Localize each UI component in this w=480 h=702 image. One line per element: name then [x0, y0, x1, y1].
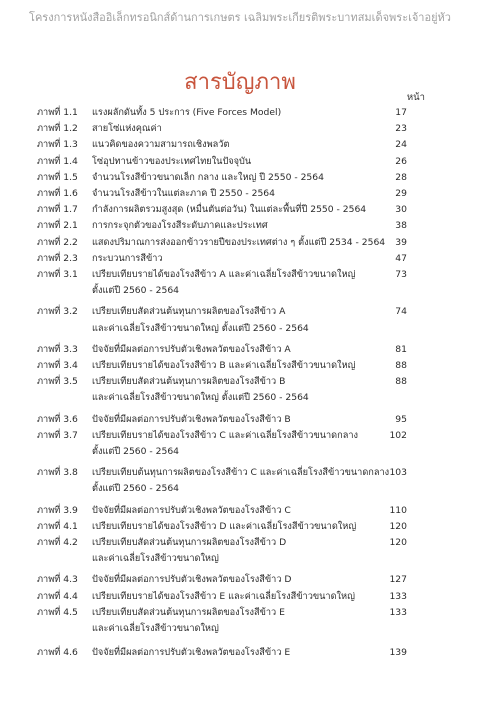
- figure-entry: [0, 105, 480, 121]
- figure-entry: [0, 465, 480, 497]
- page-number: 102: [389, 429, 407, 441]
- running-header: โครงการหนังสืออิเล็กทรอนิกส์ด้านการเกษตร เฉลิมพระเกียรติพระบาทสมเด็จพระเจ้าอยู่หัว: [29, 11, 451, 24]
- figure-caption: [92, 503, 382, 519]
- figure-entry: [0, 137, 480, 153]
- figure-caption: [92, 342, 382, 358]
- figure-caption: [92, 251, 382, 267]
- figure-caption: [92, 170, 382, 186]
- figure-entry: [0, 342, 480, 358]
- caption-line: โซ่อุปทานข้าวของประเทศไทยในปัจจุบัน: [92, 155, 252, 167]
- caption-line: ปัจจัยที่มีผลต่อการปรับตัวเชิงพลวัตของโรงสีข้าว B: [92, 413, 291, 425]
- figure-caption: [92, 572, 382, 588]
- page-number: 133: [389, 606, 407, 618]
- figure-caption: [92, 358, 382, 374]
- caption-line: กำลังการผลิตรวมสูงสุด (หมื่นตันต่อวัน) ในแต่ละพื้นที่ปี 2550 - 2564: [92, 204, 367, 216]
- page-number: 28: [395, 171, 407, 183]
- caption-line: แสดงปริมาณการส่งออกข้าวรายปีของประเทศต่าง ๆ ตั้งแต่ปี 2534 - 2564: [92, 236, 386, 248]
- figure-entry: [0, 535, 480, 567]
- caption-line: ปัจจัยที่มีผลต่อการปรับตัวเชิงพลวัตของโรงสีข้าว D: [92, 574, 292, 586]
- caption-line: แรงผลักดันทั้ง 5 ประการ (Five Forces Model): [92, 107, 282, 118]
- caption-line: เปรียบเทียบสัดส่วนต้นทุนการผลิตของโรงสีข้าว B: [92, 376, 286, 388]
- figure-entry: [0, 186, 480, 202]
- figure-number: ภาพที่ 1.7: [37, 204, 78, 216]
- caption-line: เปรียบเทียบรายได้ของโรงสีข้าว B และค่าเฉลี่ยโรงสีข้าวขนาดใหญ่: [92, 360, 356, 372]
- figure-number: ภาพที่ 3.8: [37, 467, 78, 479]
- figure-caption: [92, 519, 382, 535]
- figure-caption: [92, 374, 382, 406]
- caption-line: เปรียบเทียบรายได้ของโรงสีข้าว D และค่าเฉลี่ยโรงสีข้าวขนาดใหญ่: [92, 520, 357, 532]
- figure-number: ภาพที่ 3.1: [37, 269, 78, 281]
- figure-number: ภาพที่ 4.6: [37, 647, 78, 659]
- caption-line: และค่าเฉลี่ยโรงสีข้าวขนาดใหญ่: [92, 553, 219, 565]
- figure-number: ภาพที่ 4.4: [37, 590, 78, 602]
- figure-caption: [92, 535, 382, 567]
- figure-caption: [92, 589, 382, 605]
- figure-number: ภาพที่ 3.4: [37, 360, 78, 372]
- figure-number: ภาพที่ 1.4: [37, 155, 78, 167]
- figure-caption: [92, 304, 382, 336]
- caption-line: เปรียบเทียบรายได้ของโรงสีข้าว C และค่าเฉลี่ยโรงสีข้าวขนาดกลาง: [92, 429, 358, 441]
- figure-caption: [92, 412, 382, 428]
- caption-line: เปรียบเทียบสัดส่วนต้นทุนการผลิตของโรงสีข้าว E: [92, 606, 285, 618]
- figure-entry: [0, 218, 480, 234]
- caption-line: เปรียบเทียบต้นทุนการผลิตของโรงสีข้าว C และค่าเฉลี่ยโรงสีข้าวขนาดกลาง: [92, 467, 390, 479]
- figure-entry: [0, 374, 480, 406]
- page-number: 29: [395, 188, 407, 200]
- figure-number: ภาพที่ 3.9: [37, 504, 78, 516]
- page-number: 139: [389, 647, 407, 659]
- figure-number: ภาพที่ 4.3: [37, 574, 78, 586]
- page-number: 47: [395, 252, 407, 264]
- caption-line: เปรียบเทียบรายได้ของโรงสีข้าว E และค่าเฉลี่ยโรงสีข้าวขนาดใหญ่: [92, 590, 355, 602]
- caption-line: แนวคิดของความสามารถเชิงพลวัต: [92, 139, 230, 151]
- caption-line: ตั้งแต่ปี 2560 - 2564: [92, 446, 180, 458]
- figure-number: ภาพที่ 4.1: [37, 520, 78, 532]
- figure-entry: [0, 605, 480, 637]
- figure-number: ภาพที่ 1.5: [37, 171, 78, 183]
- figure-caption: [92, 186, 382, 202]
- figure-entry: [0, 154, 480, 170]
- figure-entry: [0, 121, 480, 137]
- page-number: 88: [395, 360, 407, 372]
- figure-number: ภาพที่ 3.2: [37, 306, 78, 318]
- page-number: 23: [395, 123, 407, 135]
- page-number: 103: [389, 467, 407, 479]
- page-number: 24: [395, 139, 407, 151]
- figure-number: ภาพที่ 3.7: [37, 429, 78, 441]
- figure-entry: [0, 572, 480, 588]
- page-number: 38: [395, 220, 407, 232]
- figure-number: ภาพที่ 1.3: [37, 139, 78, 151]
- caption-line: การกระจุกตัวของโรงสีระดับภาคและประเทศ: [92, 220, 268, 232]
- page-column-header: หน้า: [406, 92, 425, 103]
- caption-line: จำนวนโรงสีข้าวขนาดเล็ก กลาง และใหญ่ ปี 2550 - 2564: [92, 171, 324, 183]
- figure-caption: [92, 267, 382, 299]
- figure-entry: [0, 358, 480, 374]
- caption-line: เปรียบเทียบสัดส่วนต้นทุนการผลิตของโรงสีข้าว D: [92, 537, 287, 549]
- caption-line: และค่าเฉลี่ยโรงสีข้าวขนาดใหญ่ ตั้งแต่ปี 2560 - 2564: [92, 392, 309, 404]
- figure-entry: [0, 251, 480, 267]
- page-number: 120: [389, 520, 407, 532]
- figure-entry: [0, 202, 480, 218]
- page-number: 120: [389, 537, 407, 549]
- caption-line: และค่าเฉลี่ยโรงสีข้าวขนาดใหญ่: [92, 623, 219, 635]
- figure-entry: [0, 519, 480, 535]
- figure-caption: [92, 645, 382, 661]
- figure-caption: [92, 465, 390, 497]
- figure-number: ภาพที่ 2.3: [37, 252, 78, 264]
- page-number: 39: [395, 236, 407, 248]
- caption-line: และค่าเฉลี่ยโรงสีข้าวขนาดใหญ่ ตั้งแต่ปี 2560 - 2564: [92, 322, 309, 334]
- figure-number: ภาพที่ 3.3: [37, 343, 78, 355]
- figure-entry: [0, 589, 480, 605]
- page-number: 30: [395, 204, 407, 216]
- figure-number: ภาพที่ 1.6: [37, 188, 78, 200]
- figure-number: ภาพที่ 4.5: [37, 606, 78, 618]
- figure-caption: [92, 121, 382, 137]
- caption-line: เปรียบเทียบรายได้ของโรงสีข้าว A และค่าเฉลี่ยโรงสีข้าวขนาดใหญ่: [92, 269, 356, 281]
- figure-number: ภาพที่ 2.2: [37, 236, 78, 248]
- page-number: 127: [389, 574, 407, 586]
- page-number: 17: [395, 107, 407, 118]
- figure-caption: [92, 235, 386, 251]
- caption-line: ตั้งแต่ปี 2560 - 2564: [92, 285, 180, 297]
- figure-number: ภาพที่ 1.1: [37, 107, 78, 118]
- figure-list: [0, 105, 480, 662]
- figure-number: ภาพที่ 3.6: [37, 413, 78, 425]
- caption-line: สายโซ่แห่งคุณค่า: [92, 123, 162, 135]
- figure-entry: [0, 412, 480, 428]
- page-number: 26: [395, 155, 407, 167]
- figure-entry: [0, 170, 480, 186]
- figure-entry: [0, 267, 480, 299]
- figure-caption: [92, 218, 382, 234]
- page-number: 73: [395, 269, 407, 281]
- figure-caption: [92, 137, 382, 153]
- figure-caption: [92, 428, 382, 460]
- page-number: 81: [395, 343, 407, 355]
- page-number: 74: [395, 306, 407, 318]
- figure-number: ภาพที่ 2.1: [37, 220, 78, 232]
- page-number: 133: [389, 590, 407, 602]
- caption-line: เปรียบเทียบสัดส่วนต้นทุนการผลิตของโรงสีข้าว A: [92, 306, 286, 318]
- figure-entry: [0, 645, 480, 661]
- figure-entry: [0, 304, 480, 336]
- caption-line: กระบวนการสีข้าว: [92, 252, 163, 264]
- figure-entry: [0, 503, 480, 519]
- figure-caption: [92, 154, 382, 170]
- figure-caption: [92, 605, 382, 637]
- caption-line: ปัจจัยที่มีผลต่อการปรับตัวเชิงพลวัตของโรงสีข้าว A: [92, 343, 291, 355]
- caption-line: ตั้งแต่ปี 2560 - 2564: [92, 483, 180, 495]
- caption-line: ปัจจัยที่มีผลต่อการปรับตัวเชิงพลวัตของโรงสีข้าว E: [92, 647, 291, 659]
- caption-line: จำนวนโรงสีข้าวในแต่ละภาค ปี 2550 - 2564: [92, 188, 275, 200]
- page-number: 95: [395, 413, 407, 425]
- figure-number: ภาพที่ 1.2: [37, 123, 78, 135]
- caption-line: ปัจจัยที่มีผลต่อการปรับตัวเชิงพลวัตของโรงสีข้าว C: [92, 504, 291, 516]
- page-number: 110: [389, 504, 407, 516]
- figure-number: ภาพที่ 4.2: [37, 537, 78, 549]
- figure-entry: [0, 428, 480, 460]
- page-title: สารบัญภาพ: [184, 70, 296, 95]
- figure-entry: [0, 235, 480, 251]
- figure-caption: [92, 202, 382, 218]
- figure-number: ภาพที่ 3.5: [37, 376, 78, 388]
- page-number: 88: [395, 376, 407, 388]
- figure-caption: [92, 105, 382, 121]
